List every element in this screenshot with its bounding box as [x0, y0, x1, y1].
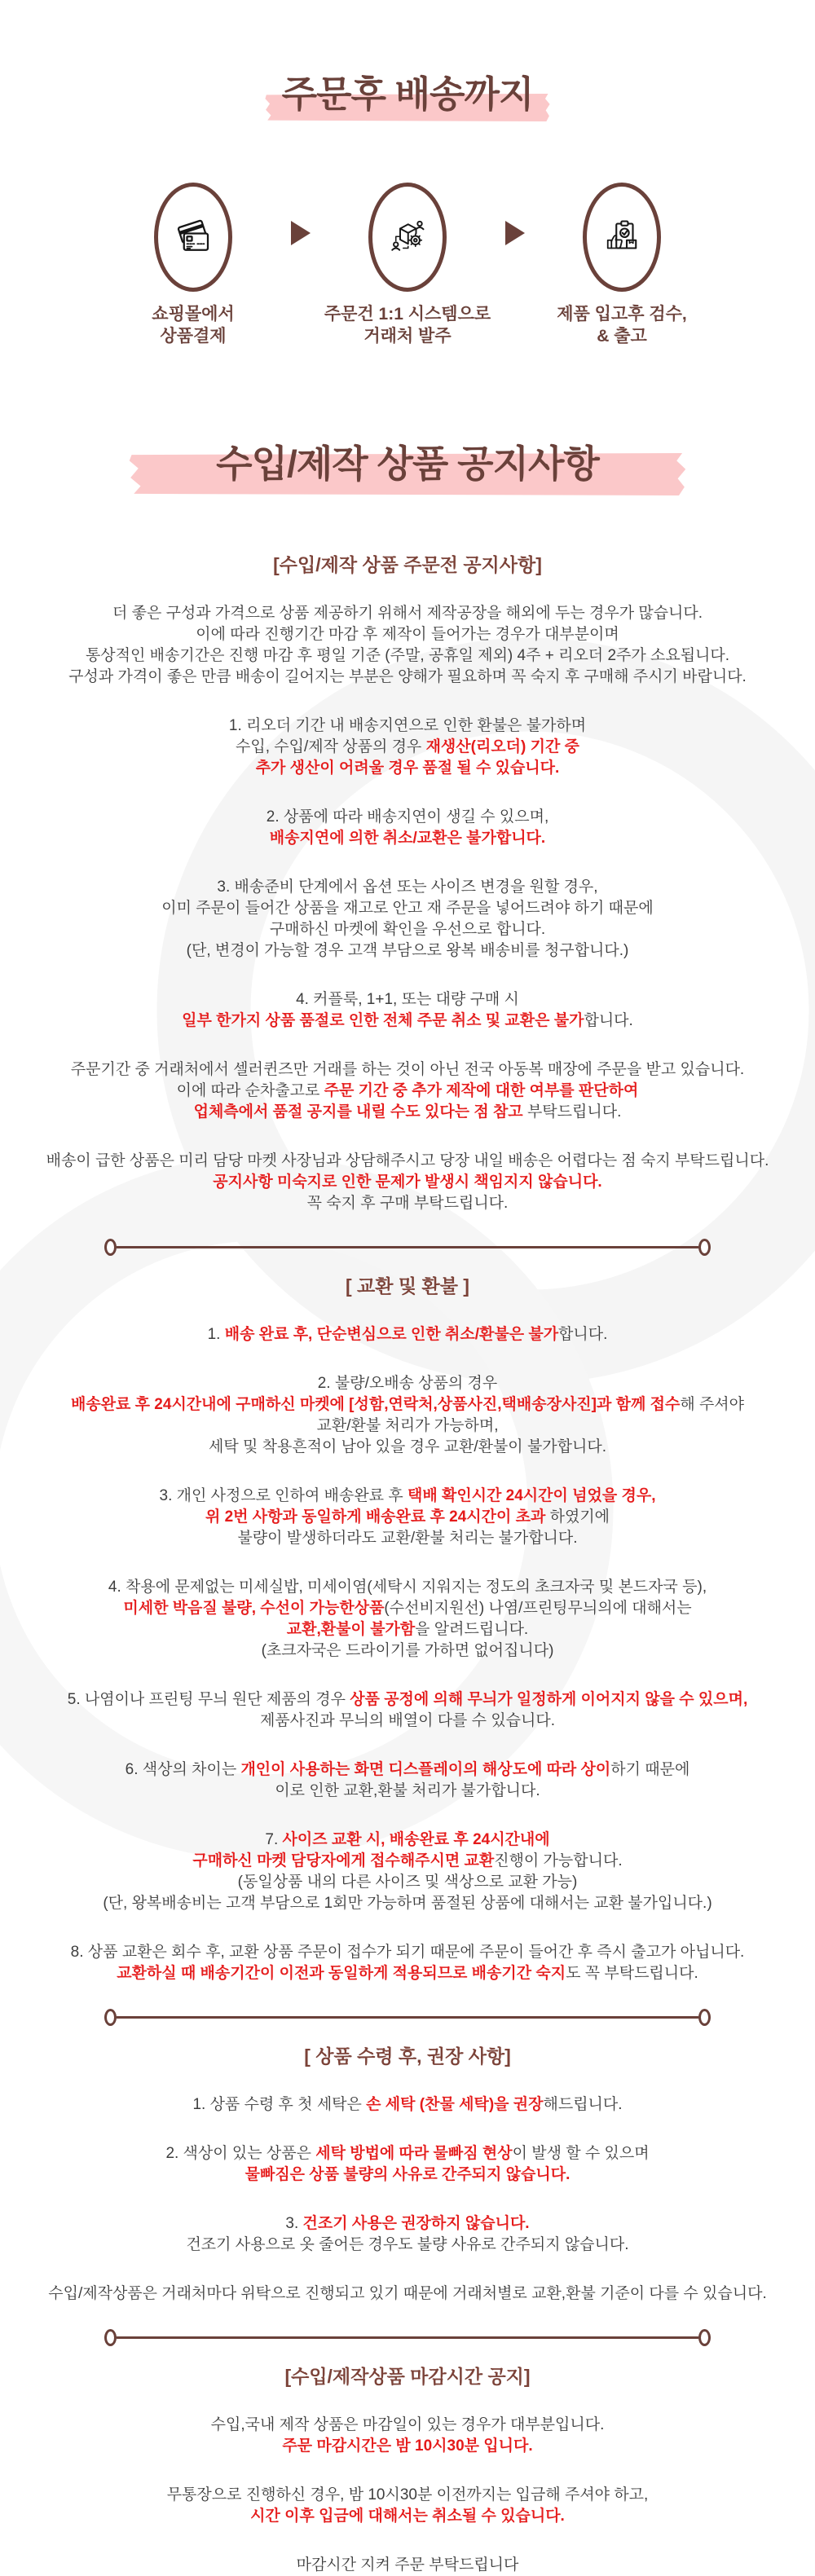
page-title: 주문후 배송까지 — [281, 73, 534, 115]
divider-ring-left — [104, 2329, 117, 2346]
notice-block — [33, 877, 782, 962]
text-segment: 1. 상품 수령 후 첫 세탁은 — [192, 2096, 367, 2113]
text-segment: 이에 따라 순차출고로 — [176, 1082, 324, 1099]
text-segment: (단, 변경이 가능할 경우 고객 부담으로 왕복 배송비를 청구합니다.) — [186, 942, 629, 959]
notice-block — [33, 1942, 782, 1984]
notice-block — [33, 1486, 782, 1549]
text-segment: 공지사항 미숙지로 인한 문제가 발생시 책임지지 않습니다. — [213, 1174, 602, 1191]
text-segment: 교환,환불이 불가함 — [286, 1621, 416, 1638]
text-segment: 이로 인한 교환,환불 처리가 불가합니다. — [275, 1782, 540, 1799]
text-segment: 하기 때문에 — [610, 1761, 690, 1778]
text-segment: 6. 색상의 차이는 — [125, 1761, 241, 1778]
notice-block — [33, 1830, 782, 1914]
section-heading: [ 상품 수령 후, 권장 사항] — [304, 2045, 511, 2067]
notice-block — [33, 1324, 782, 1345]
text-segment: 1. 리오더 기간 내 배송지연으로 인한 환불은 불가하며 — [228, 717, 587, 734]
arrow-right-icon — [291, 221, 311, 245]
text-segment: 배송이 급한 상품은 미리 담당 마켓 사장님과 상담해주시고 당장 내일 배송은 어렵다는 점 숙지 부탁드립니다. — [46, 1152, 769, 1169]
text-segment: 개인이 사용하는 화면 디스플레이의 해상도에 따라 상이 — [240, 1761, 611, 1778]
notice-block — [33, 2094, 782, 2116]
text-segment: 주문 기간 중 추가 제작에 대한 여부를 판단하여 — [324, 1082, 639, 1099]
text-segment: 일부 한가지 상품 품절로 인한 전체 주문 취소 및 교환은 불가 — [182, 1012, 584, 1029]
order-process-steps — [86, 183, 729, 347]
text-segment: 위 2번 사항과 동일하게 배송완료 후 24시간이 초과 — [205, 1508, 546, 1526]
notice-block — [33, 2283, 782, 2305]
text-segment: 3. 개인 사정으로 인하여 배송완료 후 — [159, 1487, 408, 1504]
text-segment: 건조기 사용은 권장하지 않습니다. — [302, 2215, 530, 2232]
text-segment: 5. 나염이나 프린팅 무늬 원단 제품의 경우 — [67, 1691, 350, 1708]
text-segment: 물빠짐은 상품 불량의 사유로 간주되지 않습니다. — [244, 2166, 570, 2183]
text-segment: 하였기에 — [545, 1508, 610, 1526]
notice-block — [33, 2555, 782, 2576]
divider-ring-left — [104, 2009, 117, 2026]
text-segment: 3. — [285, 2215, 303, 2232]
text-segment: 주문기간 중 거래처에서 셀러퀸즈만 거래를 하는 것이 아닌 전국 아동복 매장에 주문을 받고 있습니다. — [70, 1061, 745, 1078]
text-segment: 도 꼭 부탁드립니다. — [566, 1965, 698, 1982]
step-label-line: & 출고 — [597, 327, 647, 346]
text-segment: 상품 공정에 의해 무늬가 일정하게 이어지지 않을 수 있으며, — [350, 1691, 748, 1708]
text-segment: 을 알려드립니다. — [415, 1621, 529, 1638]
text-segment: 시간 이후 입금에 대해서는 취소될 수 있습니다. — [250, 2508, 565, 2525]
notice-block — [33, 603, 782, 688]
step-label-line: 제품 입고후 검수, — [557, 305, 687, 324]
notice-block — [33, 2485, 782, 2527]
step-label-line: 주문건 1:1 시스템으로 — [324, 305, 491, 324]
step-payment — [98, 183, 289, 347]
section-divider — [104, 2009, 711, 2026]
text-segment: 불량이 발생하더라도 교환/환불 처리는 불가합니다. — [237, 1530, 578, 1547]
arrow-right-icon — [505, 221, 525, 245]
text-segment: 무통장으로 진행하신 경우, 밤 10시30분 이전까지는 입금해 주셔야 하고, — [166, 2486, 649, 2503]
text-segment: 합니다. — [558, 1326, 608, 1343]
section-heading: [수입/제작상품 마감시간 공지] — [284, 2366, 531, 2387]
text-segment: 마감시간 지켜 주문 부탁드립니다 — [296, 2556, 519, 2574]
text-segment: 주문 마감시간은 밤 10시30분 입니다. — [282, 2437, 533, 2455]
text-segment: 수입,국내 제작 상품은 마감일이 있는 경우가 대부분입니다. — [210, 2416, 605, 2433]
main-notice-title: 수입/제작 상품 공지사항 — [216, 443, 599, 485]
notice-block — [33, 2415, 782, 2457]
text-segment: 2. 불량/오배송 상품의 경우 — [317, 1375, 498, 1392]
divider-ring-left — [104, 1239, 117, 1256]
text-segment: 해 주셔야 — [680, 1396, 745, 1413]
section-heading: [ 교환 및 환불 ] — [346, 1275, 469, 1297]
main-notice-banner — [0, 442, 815, 486]
text-segment: 해드립니다. — [543, 2096, 623, 2113]
step-label — [526, 303, 718, 347]
text-segment: 업체측에서 품절 공지를 내릴 수도 있다는 점 참고 — [193, 1103, 523, 1121]
text-segment: 배송완료 후 24시간내에 구매하신 마켓에 [성함,연락처,상품사진,택배송장사진]과 함께 접수 — [70, 1396, 681, 1413]
text-segment: (초크자국은 드라이기를 가하면 없어집니다) — [261, 1642, 554, 1659]
text-segment: 구매하신 마켓 담당자에게 접수해주시면 교환 — [192, 1852, 495, 1869]
text-segment: 택배 확인시간 24시간이 넘었을 경우, — [407, 1487, 656, 1504]
text-segment: 수입/제작상품은 거래처마다 위탁으로 진행되고 있기 때문에 거래처별로 교환,환불 기준이 다를 수 있습니다. — [48, 2285, 767, 2302]
text-segment: 이 발생 할 수 있으며 — [512, 2145, 650, 2162]
notice-block — [33, 716, 782, 779]
divider-ring-right — [698, 1239, 711, 1256]
text-segment: 손 세탁 (찬물 세탁)을 권장 — [366, 2096, 544, 2113]
text-segment: 교환하실 때 배송기간이 이전과 동일하게 적용되므로 배송기간 숙지 — [117, 1965, 566, 1982]
text-segment: 이에 따라 진행기간 마감 후 제작이 들어가는 경우가 대부분이며 — [196, 626, 619, 643]
text-segment: (수선비지원선) 나염/프린팅무늬의에 대해서는 — [384, 1600, 692, 1617]
notice-block — [33, 1689, 782, 1732]
text-segment: 3. 배송준비 단계에서 옵션 또는 사이즈 변경을 원할 경우, — [217, 878, 598, 896]
text-segment: 사이즈 교환 시, 배송완료 후 24시간내에 — [282, 1831, 550, 1848]
text-segment: 더 좋은 구성과 가격으로 상품 제공하기 위해서 제작공장을 해외에 두는 경우가 많습니다. — [112, 605, 703, 622]
notice-block — [33, 1577, 782, 1662]
text-segment: 세탁 및 착용흔적이 남아 있을 경우 교환/환불이 불가합니다. — [208, 1438, 606, 1455]
text-segment: 추가 생산이 어려울 경우 품절 될 수 있습니다. — [255, 760, 560, 777]
text-segment: 재생산(리오더) 기간 중 — [425, 738, 579, 755]
divider-ring-right — [698, 2009, 711, 2026]
step-label-line: 쇼핑몰에서 — [152, 305, 235, 324]
text-segment: 진행이 가능합니다. — [494, 1852, 623, 1869]
notice-block — [33, 2143, 782, 2186]
notice-block — [33, 2213, 782, 2256]
notice-block — [33, 1059, 782, 1123]
step-order-system — [312, 183, 504, 347]
divider-line — [117, 2016, 698, 2019]
divider-line — [117, 1246, 698, 1248]
text-segment: 배송지연에 의한 취소/교환은 불가합니다. — [269, 830, 546, 847]
notice-block — [33, 807, 782, 849]
text-segment: 1. — [207, 1326, 225, 1343]
text-segment: 2. 색상이 있는 상품은 — [165, 2145, 316, 2162]
text-segment: 2. 상품에 따라 배송지연이 생길 수 있으며, — [266, 808, 549, 826]
text-segment: 7. — [265, 1831, 283, 1848]
divider-line — [117, 2336, 698, 2339]
step-label — [98, 303, 289, 347]
text-segment: 4. 착용에 문제없는 미세실밥, 미세이염(세탁시 지워지는 정도의 초크자국 및 본드자국 등), — [108, 1579, 707, 1596]
step-label-line: 상품결제 — [160, 327, 227, 346]
text-segment: (동일상품 내의 다른 사이즈 및 색상으로 교환 가능) — [237, 1874, 578, 1891]
text-segment: 수입, 수입/제작 상품의 경우 — [236, 738, 426, 755]
text-segment: 통상적인 배송기간은 진행 마감 후 평일 기준 (주말, 공휴일 제외) 4주 + 리오더 2주가 소요됩니다. — [85, 647, 730, 664]
section-heading: [수입/제작 상품 주문전 공지사항] — [273, 554, 542, 575]
text-segment: 합니다. — [584, 1012, 633, 1029]
inspection-icon — [583, 183, 661, 292]
text-segment: 건조기 사용으로 옷 줄어든 경우도 불량 사유로 간주되지 않습니다. — [186, 2236, 629, 2253]
divider-ring-right — [698, 2329, 711, 2346]
text-segment: 미세한 박음질 불량, 수선이 가능한상품 — [123, 1600, 385, 1617]
step-label — [312, 303, 504, 347]
order-system-icon — [368, 183, 447, 292]
text-segment: 이미 주문이 들어간 상품을 재고로 안고 재 주문을 넣어드려야 하기 때문에 — [161, 900, 654, 917]
notice-block — [33, 989, 782, 1032]
text-segment: 꼭 숙지 후 구매 부탁드립니다. — [306, 1195, 509, 1212]
notice-block — [33, 1151, 782, 1214]
text-segment: 세탁 방법에 따라 물빠짐 현상 — [315, 2145, 513, 2162]
text-segment: 구성과 가격이 좋은 만큼 배송이 길어지는 부분은 양해가 필요하며 꼭 숙지 후 구매해 주시기 바랍니다. — [68, 668, 747, 685]
text-segment: 구매하신 마켓에 확인을 우선으로 합니다. — [269, 921, 546, 938]
text-segment: 배송 완료 후, 단순변심으로 인한 취소/환불은 불가 — [224, 1326, 559, 1343]
section-divider — [104, 2329, 711, 2346]
section-divider — [104, 1239, 711, 1256]
notice-sections — [0, 554, 815, 2576]
text-segment: (단, 왕복배송비는 고객 부담으로 1회만 가능하며 품절된 상품에 대해서는 교환 불가입니다.) — [103, 1895, 712, 1912]
notice-block — [33, 1759, 782, 1802]
top-title-banner — [0, 73, 815, 116]
text-segment: 제품사진과 무늬의 배열이 다를 수 있습니다. — [259, 1712, 556, 1729]
text-segment: 8. 상품 교환은 회수 후, 교환 상품 주문이 접수가 되기 때문에 주문이 들어간 후 즉시 출고가 아닙니다. — [70, 1944, 745, 1961]
text-segment: 4. 커플룩, 1+1, 또는 대량 구매 시 — [296, 991, 519, 1008]
text-segment: 교환/환불 처리가 가능하며, — [316, 1417, 499, 1434]
text-segment: 부탁드립니다. — [522, 1103, 622, 1121]
notice-block — [33, 1373, 782, 1458]
credit-card-icon — [154, 183, 232, 292]
step-label-line: 거래처 발주 — [363, 327, 452, 346]
step-inspection — [526, 183, 718, 347]
